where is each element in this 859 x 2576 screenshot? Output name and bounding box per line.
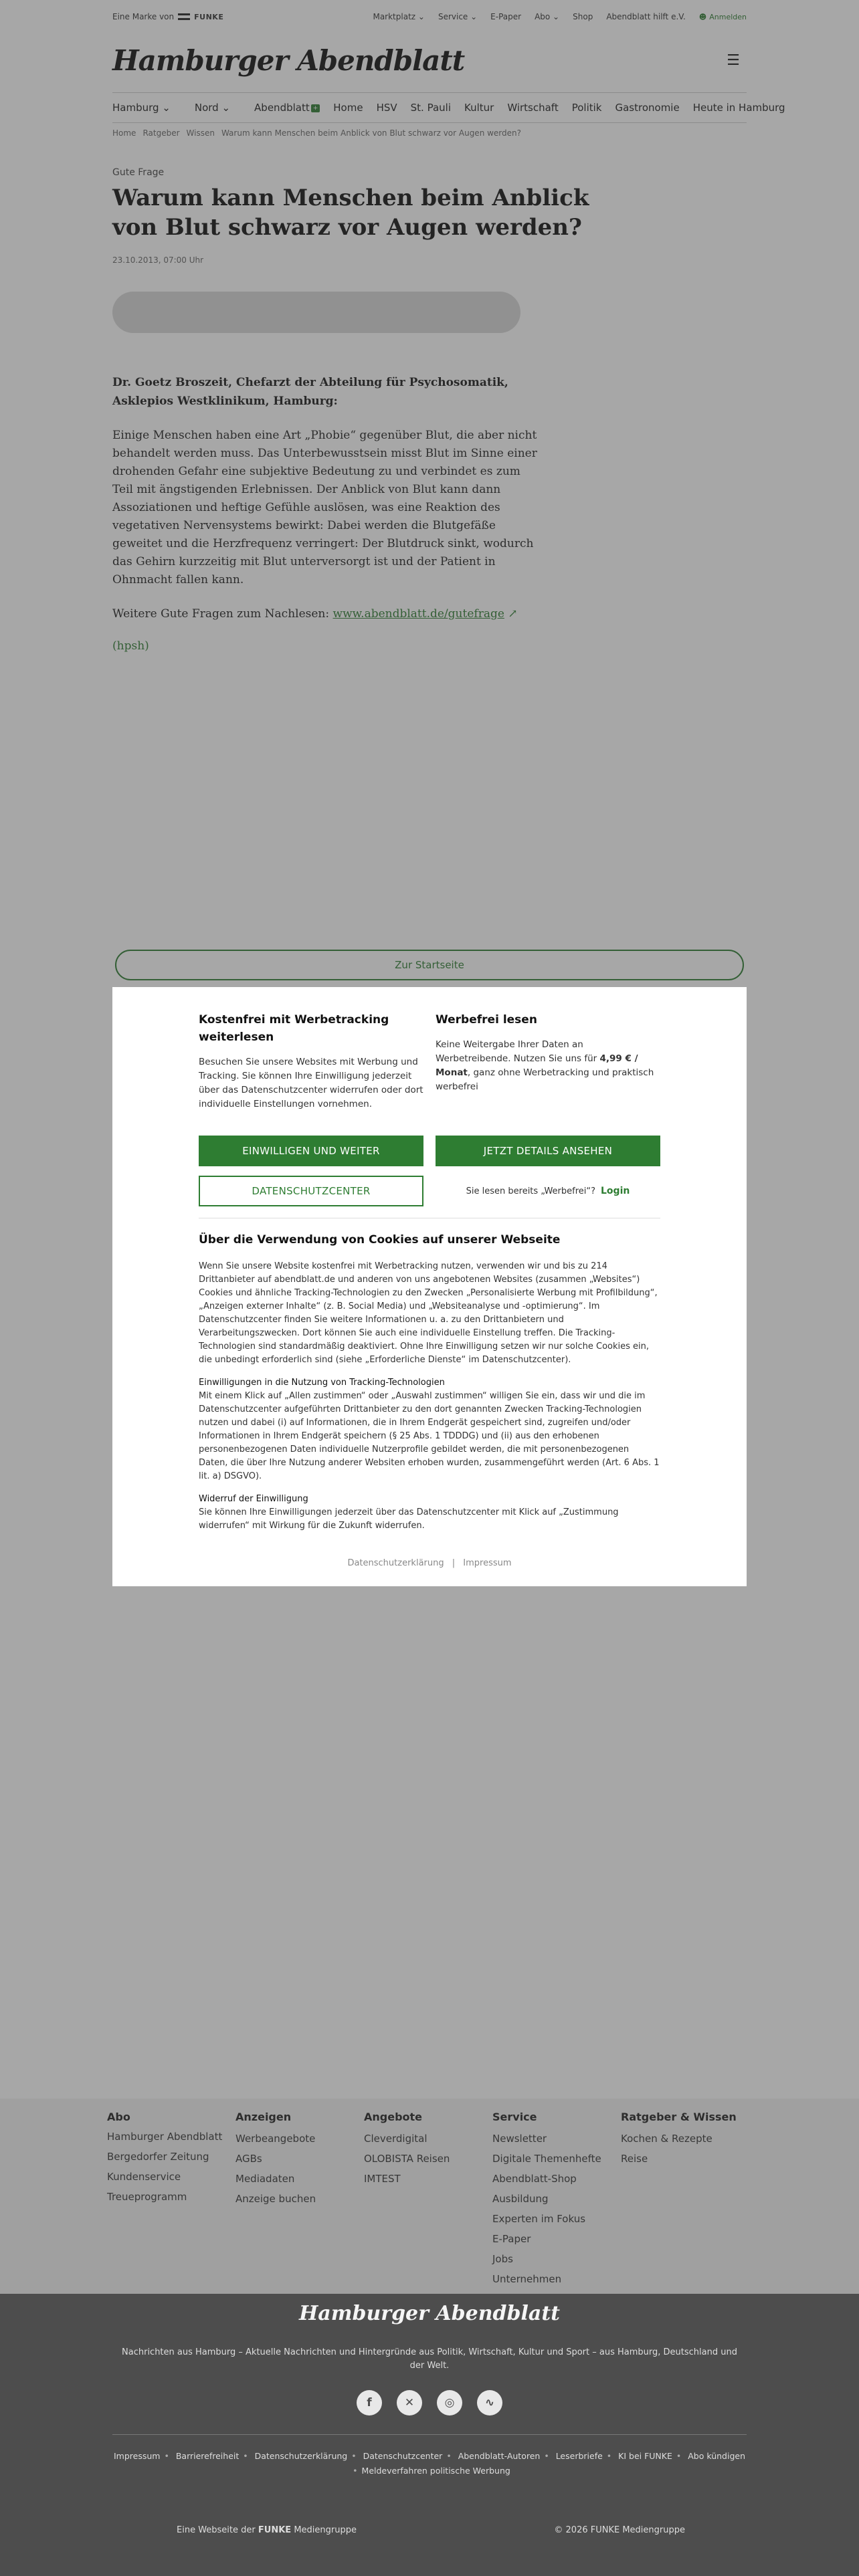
top-nav-epaper[interactable]: E-Paper [490,12,522,21]
consent-adfree-text-b: , ganz ohne Werbetracking und praktisch werbefrei [436,1067,654,1092]
legal-ki-bei-funke[interactable]: KI bei FUNKE [618,2451,672,2461]
article-kicker: Gute Frage [112,167,165,178]
footer-publisher-brand[interactable]: FUNKE [258,2525,292,2535]
consent-adfree-option [436,1011,660,1111]
legal-impressum[interactable]: Impressum [113,2451,161,2461]
footer-publisher-prefix: Eine Webseite der [177,2525,256,2535]
footer-link[interactable]: Bergedorfer Zeitung [107,2151,209,2163]
legal-leserbriefe[interactable]: Leserbriefe [555,2451,603,2461]
user-icon: ☻ [698,12,707,21]
site-logo[interactable]: Hamburger Abendblatt [112,43,465,77]
consent-imprint-link[interactable]: Impressum [463,1558,512,1568]
footer-col-title: Ratgeber & Wissen [621,2111,737,2123]
top-nav-marktplatz[interactable]: Marktplatz ⌄ [373,12,425,21]
footer-copyright: © 2026 FUNKE Mediengruppe [554,2525,685,2535]
article-signature: (hpsh) [112,639,149,653]
top-nav-abendblatt-hilft[interactable]: Abendblatt hilft e.V. [606,12,686,21]
footer-link[interactable]: E-Paper [492,2233,531,2245]
footer-link[interactable]: Reise [621,2153,648,2165]
menu-search-icon[interactable]: ☰ [727,51,740,69]
article-lead: Dr. Goetz Broszeit, Chefarzt der Abteilung für Psychosomatik, Asklepios Westklinikum, Hamburg: [112,376,508,408]
article-more-prefix: Weitere Gute Fragen zum Nachlesen: [112,607,330,621]
details-button[interactable]: JETZT DETAILS ANSEHEN [436,1136,660,1166]
accept-button[interactable]: EINWILLIGEN UND WEITER [199,1136,423,1166]
plus-badge: + [311,104,320,112]
footer-link[interactable]: Kundenservice [107,2171,181,2183]
consent-buttons-row-1 [199,1136,660,1166]
consent-options [199,1011,660,1111]
footer-col-title: Anzeigen [235,2111,292,2123]
footer-link[interactable]: AGBs [235,2153,262,2165]
cookie-info-p2: Mit einem Klick auf „Allen zustimmen“ oder „Auswahl zustimmen“ willigen Sie ein, dass wir und die im Datenschutzcenter aufgeführten Drittanbieter zu den dort genannten Zwecken Tracking-Technologien nutzen und dabei (i) auf Informationen, die in Ihrem Endgerät gespeichert sind, zugreifen und/oder Informationen in Ihrem Endgerät speichern (§ 25 Abs. 1 TDDDG) und (ii) aus den erhobenen personenbezogenen Daten individuelle Nutzerprofile gebildet werden, die mit personenbezogenen Daten, die über Ihre Nutzung anderer Websiten erhoben wurden, zusammengeführt werden (Art. 6 Abs. 1 lit. a) DSGVO). [199,1391,660,1481]
home-button[interactable]: Zur Startseite [115,950,744,980]
footer-col-title: Abo [107,2111,130,2123]
facebook-icon[interactable]: f [357,2390,382,2416]
footer-link[interactable]: Treueprogramm [107,2191,187,2203]
legal-datenschutzerklaerung[interactable]: Datenschutzerklärung [254,2451,348,2461]
cookie-info-title: Über die Verwendung von Cookies auf unserer Webseite [199,1233,561,1247]
footer-link[interactable]: Experten im Fokus [492,2213,586,2225]
nav-kultur[interactable]: Kultur [464,102,494,114]
footer-link[interactable]: Kochen & Rezepte [621,2133,712,2145]
top-nav-service[interactable]: Service ⌄ [438,12,478,21]
cookie-info [199,1233,660,1542]
consent-modal [112,987,747,1586]
nav-wirtschaft[interactable]: Wirtschaft [507,102,559,114]
footer-link[interactable]: Hamburger Abendblatt [107,2131,223,2143]
footer-link[interactable]: Unternehmen [492,2273,562,2285]
footer-link[interactable]: Digitale Themenhefte [492,2153,601,2165]
already-subscribed [436,1176,660,1206]
cookie-info-p3: Sie können Ihre Einwilligungen jederzeit über das Datenschutzcenter mit Klick auf „Zustimmung widerrufen“ mit Wirkung für die Zukunft widerrufen. [199,1507,619,1531]
privacy-center-button[interactable]: DATENSCHUTZCENTER [199,1176,423,1206]
article-body: Einige Menschen haben eine Art „Phobie“ gegenüber Blut, die aber nicht behandelt werden muss. Das Unterbewusstsein misst Blut im Sinne einer drohenden Gefahr eine subjektive Bedeutung zu und verbindet es zum Teil mit ängstigenden Erlebnissen. Der Anblick von Blut kann dann Assoziationen und heftige Gefühle auslösen, was eine Reaktion des vegetativen Nervensystems bewirkt: Dabei werden die Blutgefäße geweitet und die Herzfrequenz verringert: Der Blutdruck sinkt, wodurch das Gehirn kurzzeitig mit Blut unterversorgt ist und der Patient in Ohnmacht fallen kann. [112,429,537,586]
nav-hsv[interactable]: HSV [376,102,397,114]
footer-link[interactable]: Newsletter [492,2133,547,2145]
footer-link[interactable]: Werbeangebote [235,2133,316,2145]
footer-link[interactable]: Ausbildung [492,2193,549,2205]
nav-politik[interactable]: Politik [571,102,602,114]
footer-logo[interactable]: Hamburger Abendblatt [298,2302,561,2325]
login-label: Anmelden [709,12,747,21]
footer-link[interactable]: OLOBISTA Reisen [364,2153,450,2165]
consent-adfree-price: 4,99 € / Monat [436,1053,638,1078]
cookie-info-h3: Widerruf der Einwilligung [199,1494,308,1504]
footer-link[interactable]: Mediadaten [235,2173,295,2185]
consent-login-link[interactable]: Login [601,1186,630,1196]
consent-footer-divider: | [452,1558,456,1568]
article-headline: Warum kann Menschen beim Anblick von Blut schwarz vor Augen werden? [112,185,589,241]
footer-bottom [177,2525,685,2535]
top-nav-abo[interactable]: Abo ⌄ [535,12,560,21]
gute-frage-link[interactable]: www.abendblatt.de/gutefrage [332,607,504,621]
consent-tracking-title: Kostenfrei mit Werbetracking weiterlesen [199,1013,389,1044]
brand-prefix: Eine Marke von [112,12,175,21]
footer-col-title: Service [492,2111,537,2123]
breadcrumb-home[interactable]: Home [112,128,136,138]
footer-link[interactable]: Anzeige buchen [235,2193,316,2205]
consent-tracking-option [199,1011,423,1111]
nav-nord[interactable]: Nord ⌄ [194,102,231,114]
funke-brand[interactable]: FUNKE [194,12,224,21]
legal-abo-kuendigen[interactable]: Abo kündigen [688,2451,745,2461]
x-icon[interactable]: ✕ [397,2390,422,2416]
nav-home[interactable]: Home [333,102,363,114]
footer-legal [112,2449,747,2478]
social-links [0,2390,859,2416]
consent-adfree-title: Werbefrei lesen [436,1013,537,1027]
nav-st-pauli[interactable]: St. Pauli [410,102,451,114]
consent-buttons-row-2 [199,1176,660,1206]
top-nav-shop[interactable]: Shop [573,12,593,21]
footer-legal-line-2: • Meldeverfahren politische Werbung [353,2466,510,2476]
cookie-info-h2: Einwilligungen in die Nutzung von Tracking-Technologien [199,1378,445,1388]
cookie-info-p1: Wenn Sie unsere Website kostenfrei mit Werbetracking nutzen, verwenden wir und bis zu 214 Drittanbieter auf abendblatt.de und anderen von uns angebotenen Websites (zusammen „Websites“) Cookies und ähnliche Tracking-Technologien zu den Zwecken „Personalisierte Werbung mit Profilbildung“, „Anzeigen externer Inhalte“ (z. B. Social Media) und „Websiteanalyse und -optimierung“. Im Datenschutzcenter finden Sie weitere Informationen u. a. zu den Drittanbietern und Verarbeitungszwecken. Dort können Sie auch eine individuelle Einstellung treffen. Die Tracking-Technologien sind standardmäßig deaktiviert. Ohne Ihre Einwilligung setzen wir nur solche Cookies ein, die unbedingt erforderlich sind (siehe „Erforderliche Dienste“ im Datenschutzcenter). [199,1261,658,1365]
consent-privacy-link[interactable]: Datenschutzerklärung [347,1558,444,1568]
legal-datenschutzcenter[interactable]: Datenschutzcenter [363,2451,443,2461]
footer-tagline: Nachrichten aus Hamburg – Aktuelle Nachrichten und Hintergründe aus Politik, Wirtschaft, Kultur und Sport – aus Hamburg, Deutschland und der Welt. [122,2347,737,2371]
footer-legal-line-1: Impressum • Barrierefreiheit • Datenschutzerklärung • Datenschutzcenter • Abendblatt-Autoren • Leserbriefe • KI bei FUNKE • Abo kündigen [113,2451,745,2461]
nav-hamburg[interactable]: Hamburg ⌄ [112,102,171,114]
legal-meldeverfahren[interactable]: Meldeverfahren politische Werbung [361,2466,510,2476]
breadcrumb-ratgeber[interactable]: Ratgeber [142,128,180,138]
footer-link[interactable]: Cleverdigital [364,2133,427,2145]
footer-col-title: Angebote [364,2111,423,2123]
consent-adfree-text-a: Keine Weitergabe Ihrer Daten an Werbetreibende. Nutzen Sie uns für [436,1039,597,1064]
breadcrumb-wissen[interactable]: Wissen [186,128,215,138]
nav-abendblatt-label: Abendblatt [254,102,310,114]
legal-autoren[interactable]: Abendblatt-Autoren [458,2451,541,2461]
external-link-icon: ↗ [508,607,518,621]
nav-gastronomie[interactable]: Gastronomie [615,102,680,114]
footer-publisher [177,2525,357,2535]
footer-link[interactable]: Abendblatt-Shop [492,2173,577,2185]
nav-heute-in-hamburg[interactable]: Heute in Hamburg [692,102,785,114]
footer-link[interactable]: IMTEST [364,2173,401,2185]
footer-link[interactable]: Jobs [492,2253,513,2265]
already-subscribed-text: Sie lesen bereits „Werbefrei“? [466,1186,596,1196]
footer-dark [0,2294,859,2576]
consent-tracking-text: Besuchen Sie unsere Websites mit Werbung und Tracking. Sie können Ihre Einwilligung jederzeit über das Datenschutzcenter widerrufen oder dort individuelle Einstellungen vornehmen. [199,1057,423,1109]
breadcrumb-current: Warum kann Menschen beim Anblick von Blut schwarz vor Augen werden? [221,128,522,138]
footer-publisher-suffix: Mediengruppe [294,2525,357,2535]
article-date: 23.10.2013, 07:00 Uhr [112,255,204,265]
legal-barrierefreiheit[interactable]: Barrierefreiheit [175,2451,240,2461]
instagram-icon[interactable]: ◎ [437,2390,462,2416]
consent-footer [112,1558,747,1568]
consent-adfree-text [436,1038,660,1094]
rss-icon[interactable]: ∿ [477,2390,502,2416]
footer-divider [112,2434,747,2435]
